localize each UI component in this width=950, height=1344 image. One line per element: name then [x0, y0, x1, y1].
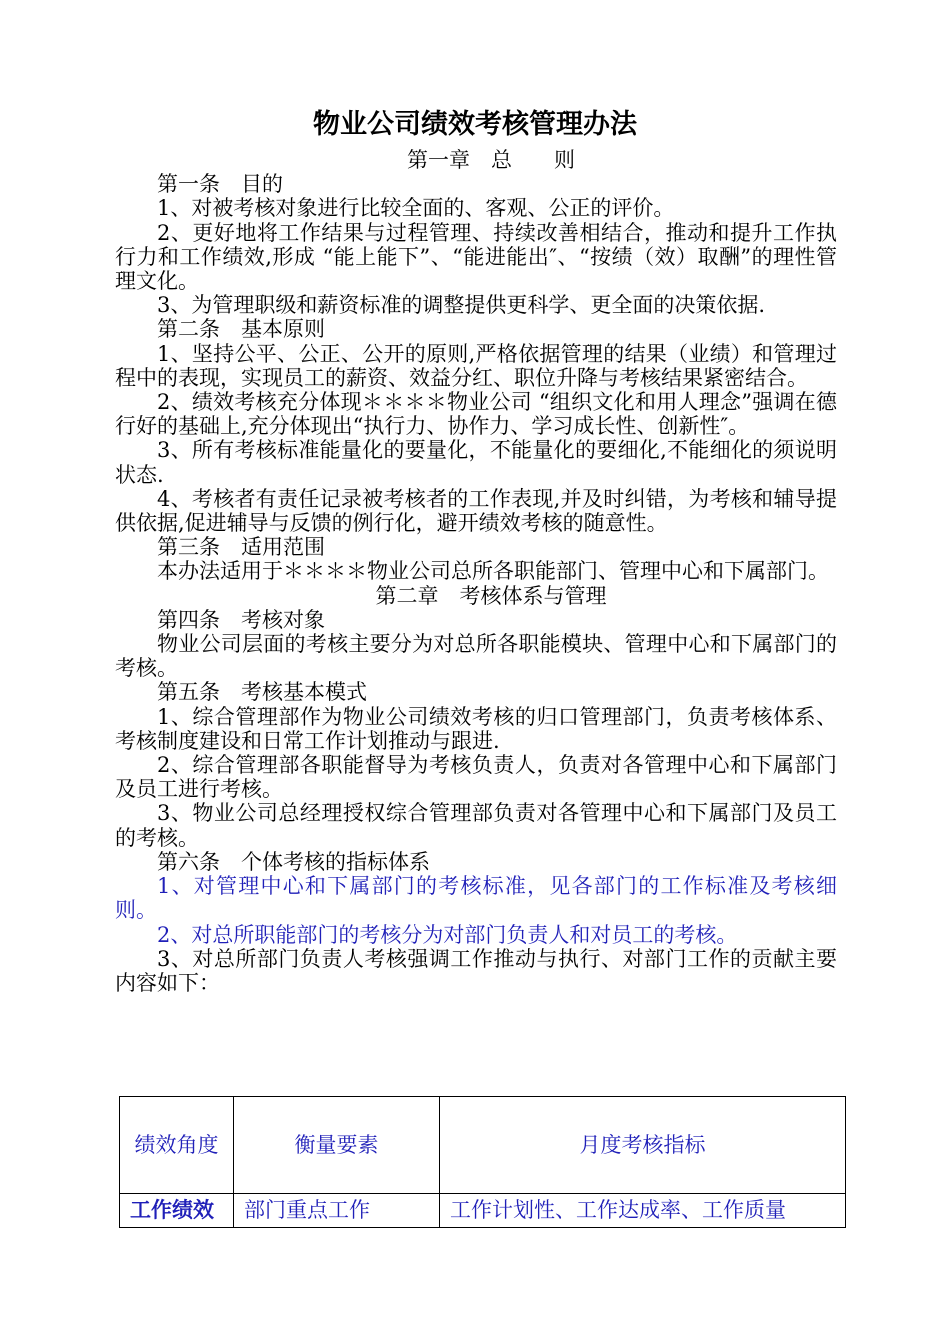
chapter-heading-2: 第二章 考核体系与管理 — [375, 583, 607, 608]
document-body — [115, 148, 837, 995]
article2-item: 3、所有考核标准能量化的要量化，不能量化的要细化,不能细化的须说明状态. — [115, 438, 837, 487]
article1-item: 1、对被考核对象进行比较全面的、客观、公正的评价。 — [157, 196, 675, 221]
table-row — [120, 1194, 846, 1228]
table-header-cell: 绩效角度 — [120, 1097, 234, 1194]
article1-item: 3、为管理职级和薪资标准的调整提供更科学、更全面的决策依据. — [157, 293, 766, 318]
article3-text: 本办法适用于＊＊＊＊物业公司总所各职能部门、管理中心和下属部门。 — [157, 559, 829, 584]
article-heading-1: 第一条 目的 — [157, 172, 283, 197]
article5-item: 2、综合管理部各职能督导为考核负责人，负责对各管理中心和下属部门及员工进行考核。 — [115, 753, 837, 802]
table-header-cell: 月度考核指标 — [440, 1097, 846, 1194]
chapter-heading-1: 第一章 总 则 — [407, 148, 575, 172]
article2-item: 2、绩效考核充分体现＊＊＊＊物业公司 “组织文化和用人理念”强调在德行好的基础上,充分体现出“执行力、协作力、学习成长性、创新性″。 — [115, 390, 837, 439]
table-header-cell: 衡量要素 — [234, 1097, 440, 1194]
performance-table — [119, 1096, 846, 1228]
table-cell: 部门重点工作 — [234, 1194, 440, 1228]
table-cell: 工作绩效 — [120, 1194, 234, 1228]
document-title: 物业公司绩效考核管理办法 — [313, 109, 637, 140]
table-header-row — [120, 1097, 846, 1194]
article-heading-6: 第六条 个体考核的指标体系 — [157, 849, 430, 874]
article-heading-3: 第三条 适用范围 — [157, 535, 325, 560]
article-heading-4: 第四条 考核对象 — [157, 607, 325, 632]
table-cell: 工作计划性、工作达成率、工作质量 — [440, 1194, 846, 1228]
article5-item: 1、综合管理部作为物业公司绩效考核的归口管理部门，负责考核体系、考核制度建设和日常工作计划推动与跟进. — [115, 704, 837, 753]
article5-item: 3、物业公司总经理授权综合管理部负责对各管理中心和下属部门及员工的考核。 — [115, 801, 837, 850]
article2-item: 4、考核者有责任记录被考核者的工作表现,并及时纠错，为考核和辅导提供依据,促进辅导与反馈的例行化，避开绩效考核的随意性。 — [115, 486, 837, 536]
article6-item: 2、对总所职能部门的考核分为对部门负责人和对员工的考核。 — [157, 922, 738, 947]
article-heading-2: 第二条 基本原则 — [157, 317, 325, 342]
article4-text: 物业公司层面的考核主要分为对总所各职能模块、管理中心和下属部门的考核。 — [115, 632, 837, 681]
article1-item: 2、更好地将工作结果与过程管理、持续改善相结合，推动和提升工作执行力和工作绩效,形成 “能上能下”、“能进能出″、“按绩（效）取酬”的理性管理文化。 — [115, 220, 837, 294]
article6-item: 1、对管理中心和下属部门的考核标准，见各部门的工作标准及考核细则。 — [115, 874, 837, 923]
article6-item: 3、对总所部门负责人考核强调工作推动与执行、对部门工作的贡献主要内容如下： — [115, 946, 837, 995]
article-heading-5: 第五条 考核基本模式 — [157, 680, 367, 705]
article2-item: 1、坚持公平、公正、公开的原则,严格依据管理的结果（业绩）和管理过程中的表现，实现员工的薪资、效益分红、职位升降与考核结果紧密结合。 — [115, 341, 837, 390]
